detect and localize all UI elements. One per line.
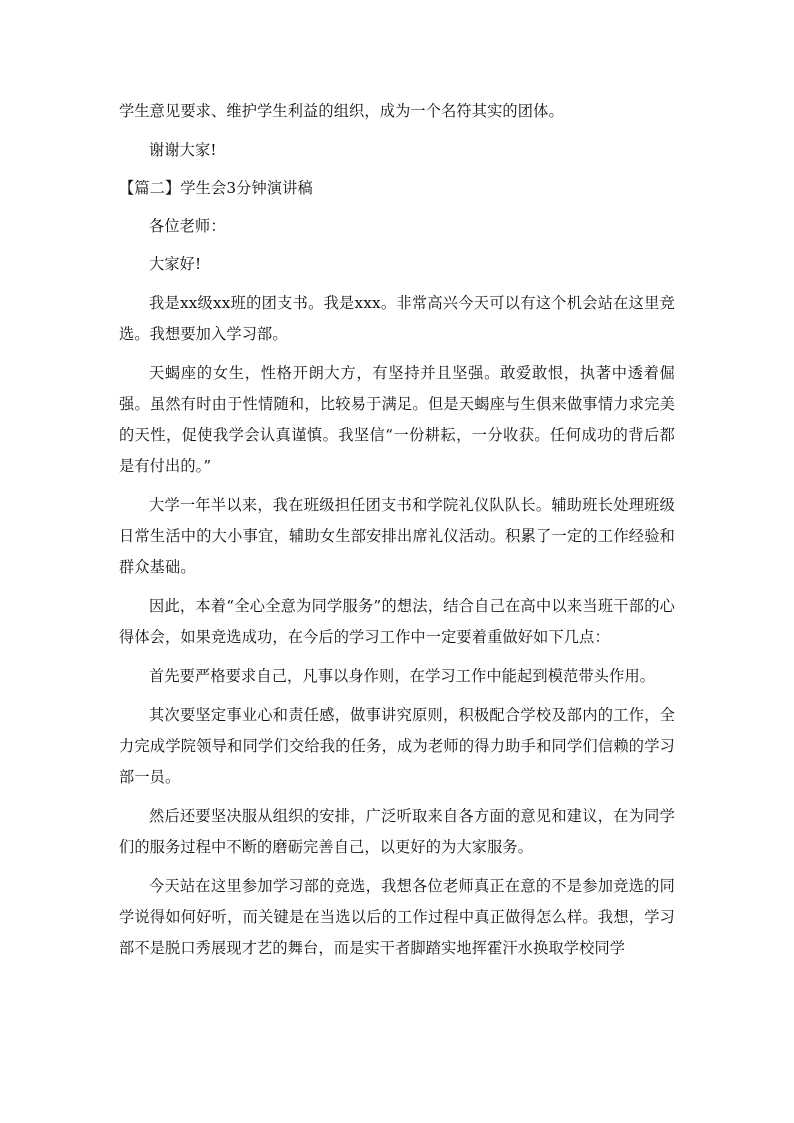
document-body [119, 96, 675, 964]
paragraph-thanks: 谢谢大家! [149, 141, 217, 159]
paragraph-closing: 今天站在这里参加学习部的竞选，我想各位老师真正在意的不是参加竞选的同学说得如何好听，而关键是在当选以后的工作过程中真正做得怎么样。我想，学习部不是脱口秀展现才艺的舞台，而是实干者脚踏实地挥霍汗水换取学校同学 [119, 877, 675, 957]
paragraph-greeting: 大家好! [149, 255, 202, 273]
paragraph-point-third: 然后还要坚决服从组织的安排，广泛听取来自各方面的意见和建议，在为同学们的服务过程中不断的磨砺完善自己，以更好的为大家服务。 [119, 807, 675, 856]
paragraph-salutation: 各位老师： [149, 217, 226, 235]
paragraph-point-first: 首先要严格要求自己，凡事以身作则，在学习工作中能起到模范带头作用。 [149, 667, 656, 685]
paragraph-motivation: 因此，本着“全心全意为同学服务”的想法，结合自己在高中以来当班干部的心得体会，如果竞选成功，在今后的学习工作中一定要着重做好如下几点： [119, 597, 675, 646]
paragraph-experience: 大学一年半以来，我在班级担任团支书和学院礼仪队队长。辅助班长处理班级日常生活中的大小事宜，辅助女生部安排出席礼仪活动。积累了一定的工作经验和群众基础。 [119, 496, 675, 576]
paragraph-point-second: 其次要坚定事业心和责任感，做事讲究原则，积极配合学校及部内的工作，全力完成学院领导和同学们交给我的任务，成为老师的得力助手和同学们信赖的学习部一员。 [119, 706, 675, 786]
paragraph-introduction: 我是xx级xx班的团支书。我是xxx。非常高兴今天可以有这个机会站在这里竞选。我想要加入学习部。 [119, 294, 675, 343]
paragraph-continuation: 学生意见要求、维护学生利益的组织，成为一个名符其实的团体。 [119, 102, 564, 120]
paragraph-personality: 天蝎座的女生，性格开朗大方，有坚持并且坚强。敢爱敢恨，执著中透着倔强。虽然有时由于性情随和，比较易于满足。但是天蝎座与生俱来做事情力求完美的天性，促使我学会认真谨慎。我坚信“一份耕耘，一分收获。任何成功的背后都是有付出的。” [119, 364, 675, 475]
section-heading: 【篇二】学生会3分钟演讲稿 [119, 179, 313, 197]
